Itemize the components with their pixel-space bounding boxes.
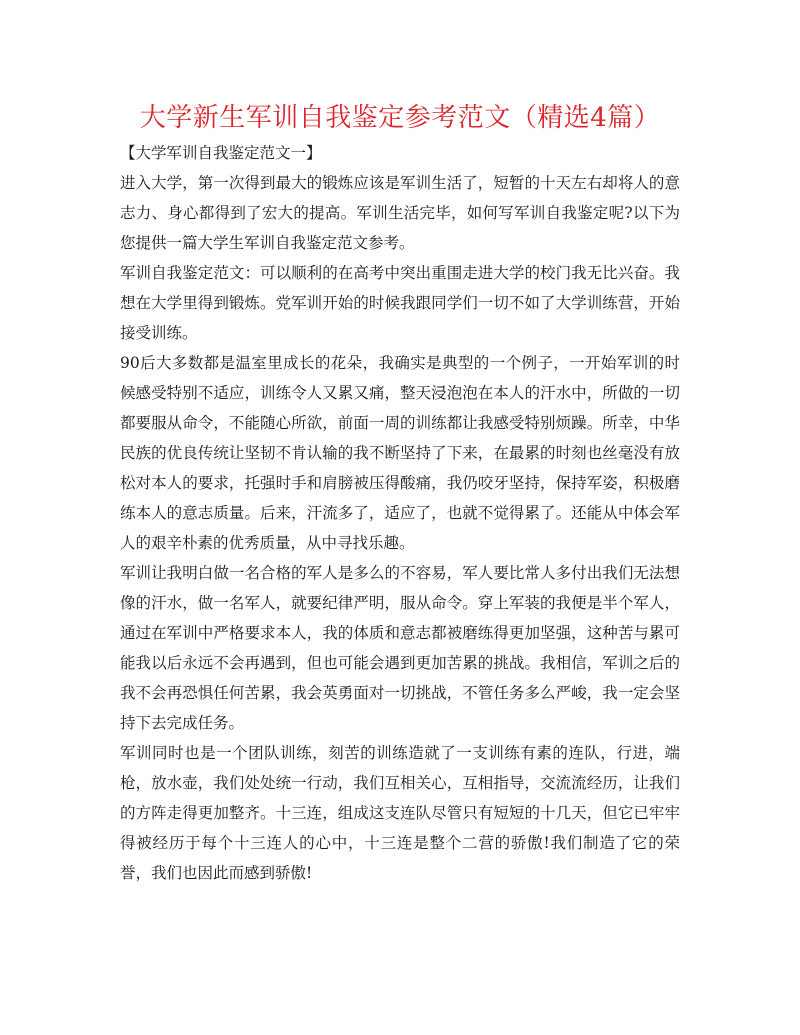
paragraph-soldier-lesson: 军训让我明白做一名合格的军人是多么的不容易，军人要比常人多付出我们无法想像的汗水，做一名军人，就要纪律严明，服从命令。穿上军装的我便是半个军人，通过在军训中严格要求本人，我的体质和意志都被磨练得更加坚强，这种苦与累可能我以后永远不会再遇到，但也可能会遇到更加苦累的挑战。我相信，军训之后的我不会再恐惧任何苦累，我会英勇面对一切挑战，不管任务多么严峻，我一定会坚持下去完成任务。 [120, 564, 680, 732]
paragraph-teamwork: 军训同时也是一个团队训练，刻苦的训练造就了一支训练有素的连队，行进，端枪，放水壶，我们处处统一行动，我们互相关心，互相指导，交流流经历，让我们的方阵走得更加整齐。十三连，组成这支连队尽管只有短短的十几天，但它已牢牢得被经历于每个十三连人的心中，十三连是整个二营的骄傲!我们制造了它的荣誉，我们也因此而感到骄傲! [120, 744, 680, 882]
document-body [120, 100, 680, 888]
paragraph-sample-opening: 军训自我鉴定范文：可以顺利的在高考中突出重围走进大学的校门我无比兴奋。我想在大学里得到锻炼。党军训开始的时候我跟同学们一切不如了大学训练营，开始接受训练。 [120, 264, 680, 342]
paragraph-adaptation: 90后大多数都是温室里成长的花朵，我确实是典型的一个例子，一开始军训的时候感受特别不适应，训练令人又累又痛，整天浸泡泡在本人的汗水中，所做的一切都要服从命令，不能随心所欲，前面一周的训练都让我感受特别烦躁。所幸，中华民族的优良传统让坚韧不肯认输的我不断坚持了下来，在最累的时刻也丝毫没有放松对本人的要求，托强时手和肩膀被压得酸痛，我仍咬牙坚持，保持军姿，积极磨练本人的意志质量。后来，汗流多了，适应了，也就不觉得累了。还能从中体会军人的艰辛朴素的优秀质量，从中寻找乐趣。 [120, 354, 680, 552]
document-title: 大学新生军训自我鉴定参考范文（精选4篇） [139, 103, 661, 133]
section-heading: 【大学军训自我鉴定范文一】 [120, 144, 322, 162]
paragraph-intro: 进入大学，第一次得到最大的锻炼应该是军训生活了，短暂的十天左右却将人的意志力、身心都得到了宏大的提高。军训生活完毕，如何写军训自我鉴定呢?以下为您提供一篇大学生军训自我鉴定范文参考。 [120, 174, 680, 252]
